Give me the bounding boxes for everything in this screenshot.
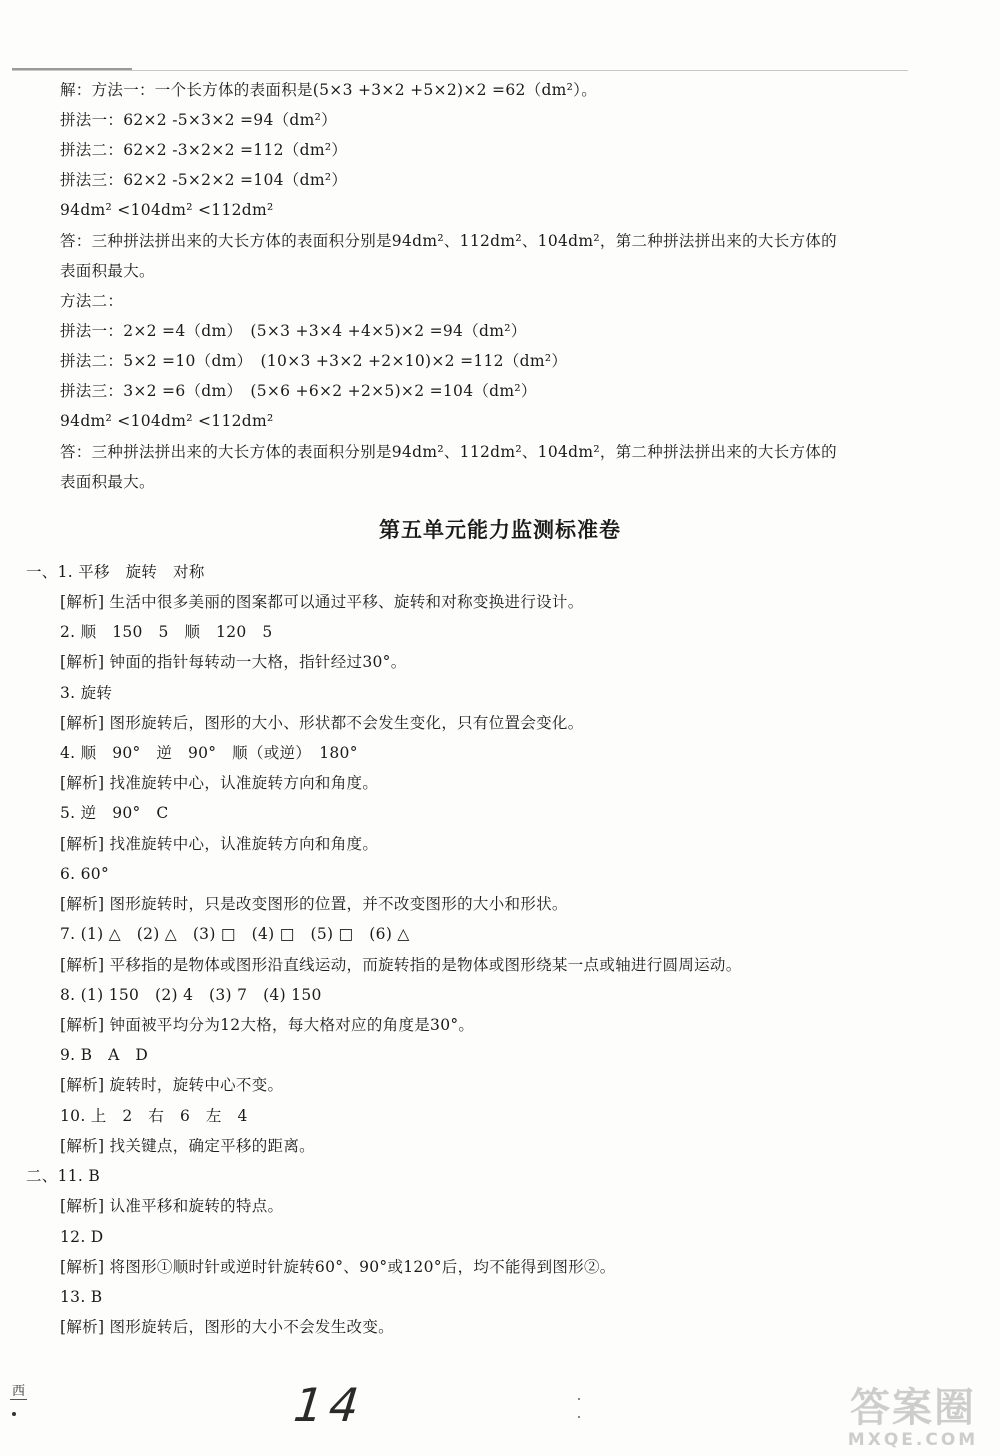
solution-line-3: 拼法二：62×2 -3×2×2 =112（dm²） [60, 141, 348, 159]
answer-line: 4. 顺 90° 逆 90° 顺（或逆） 180° [60, 744, 358, 762]
answer-line: 13. B [60, 1288, 103, 1306]
header-rule [12, 70, 908, 71]
watermark-logo-text: 答案圈 [850, 1385, 976, 1431]
footer-mark: 西 [10, 1380, 27, 1400]
analysis-line: [解析] 生活中很多美丽的图案都可以通过平移、旋转和对称变换进行设计。 [60, 593, 584, 611]
solution-answer-2: 答：三种拼法拼出来的大长方体的表面积分别是94dm²、112dm²、104dm²，第二种拼法拼出来的大长方体的 [60, 443, 837, 461]
answer-line: 2. 顺 150 5 顺 120 5 [60, 623, 273, 641]
footer-dot [12, 1412, 16, 1416]
watermark-url: MXQE.COM [847, 1430, 979, 1450]
answer-line: 3. 旋转 [60, 684, 113, 702]
answer-line: 9. B A D [60, 1046, 149, 1064]
answer-line: 5. 逆 90° C [60, 804, 169, 822]
solution-line-12: 94dm² <104dm² <112dm² [60, 412, 274, 430]
scan-dot [578, 1398, 580, 1400]
answer-line: 6. 60° [60, 865, 109, 883]
solution-answer-1: 答：三种拼法拼出来的大长方体的表面积分别是94dm²、112dm²、104dm²，第二种拼法拼出来的大长方体的 [60, 232, 837, 250]
answer-line: 8. (1) 150 (2) 4 (3) 7 (4) 150 [60, 986, 322, 1004]
watermark-logo [838, 1386, 988, 1450]
solution-line-5: 94dm² <104dm² <112dm² [60, 201, 274, 219]
solution-answer-1-cont: 表面积最大。 [60, 262, 155, 280]
answer-line: 7. (1) △ (2) △ (3) □ (4) □ (5) □ (6) △ [60, 925, 410, 943]
solution-answer-2-cont: 表面积最大。 [60, 473, 155, 491]
section-title: 第五单元能力监测标准卷 [379, 518, 621, 542]
analysis-line: [解析] 图形旋转时，只是改变图形的位置，并不改变图形的大小和形状。 [60, 895, 568, 913]
analysis-line: [解析] 钟面的指针每转动一大格，指针经过30°。 [60, 653, 407, 671]
answer-line: 10. 上 2 右 6 左 4 [60, 1107, 248, 1125]
scan-dot [578, 1416, 580, 1418]
analysis-line: [解析] 图形旋转后，图形的大小不会发生改变。 [60, 1318, 394, 1336]
answer-line: 二、11. B [26, 1167, 101, 1185]
answer-line: 12. D [60, 1228, 104, 1246]
solution-line-9: 拼法一：2×2 =4（dm） (5×3 +3×4 +4×5)×2 =94（dm²） [60, 322, 527, 340]
solution-line-11: 拼法三：3×2 =6（dm） (5×6 +6×2 +2×5)×2 =104（dm²） [60, 382, 537, 400]
analysis-line: [解析] 平移指的是物体或图形沿直线运动，而旋转指的是物体或图形绕某一点或轴进行圆周运动。 [60, 956, 742, 974]
solution-line-2: 拼法一：62×2 -5×3×2 =94（dm²） [60, 111, 337, 129]
analysis-line: [解析] 找准旋转中心，认准旋转方向和角度。 [60, 774, 379, 792]
solution-line-4: 拼法三：62×2 -5×2×2 =104（dm²） [60, 171, 348, 189]
answer-line: 一、1. 平移 旋转 对称 [26, 563, 205, 581]
analysis-line: [解析] 钟面被平均分为12大格，每大格对应的角度是30°。 [60, 1016, 475, 1034]
solution-line-10: 拼法二：5×2 =10（dm） (10×3 +3×2 +2×10)×2 =112（dm²） [60, 352, 568, 370]
solution-line-1: 解：方法一：一个长方体的表面积是(5×3 +3×2 +5×2)×2 =62（dm²）。 [60, 81, 598, 99]
analysis-line: [解析] 将图形①顺时针或逆时针旋转60°、90°或120°后，均不能得到图形②。 [60, 1258, 616, 1276]
analysis-line: [解析] 找关键点，确定平移的距离。 [60, 1137, 315, 1155]
analysis-line: [解析] 图形旋转后，图形的大小、形状都不会发生变化，只有位置会变化。 [60, 714, 584, 732]
page-number: 14 [291, 1378, 368, 1432]
analysis-line: [解析] 认准平移和旋转的特点。 [60, 1197, 284, 1215]
analysis-line: [解析] 找准旋转中心，认准旋转方向和角度。 [60, 835, 379, 853]
solution-method-2: 方法二： [60, 292, 124, 310]
analysis-line: [解析] 旋转时，旋转中心不变。 [60, 1076, 284, 1094]
